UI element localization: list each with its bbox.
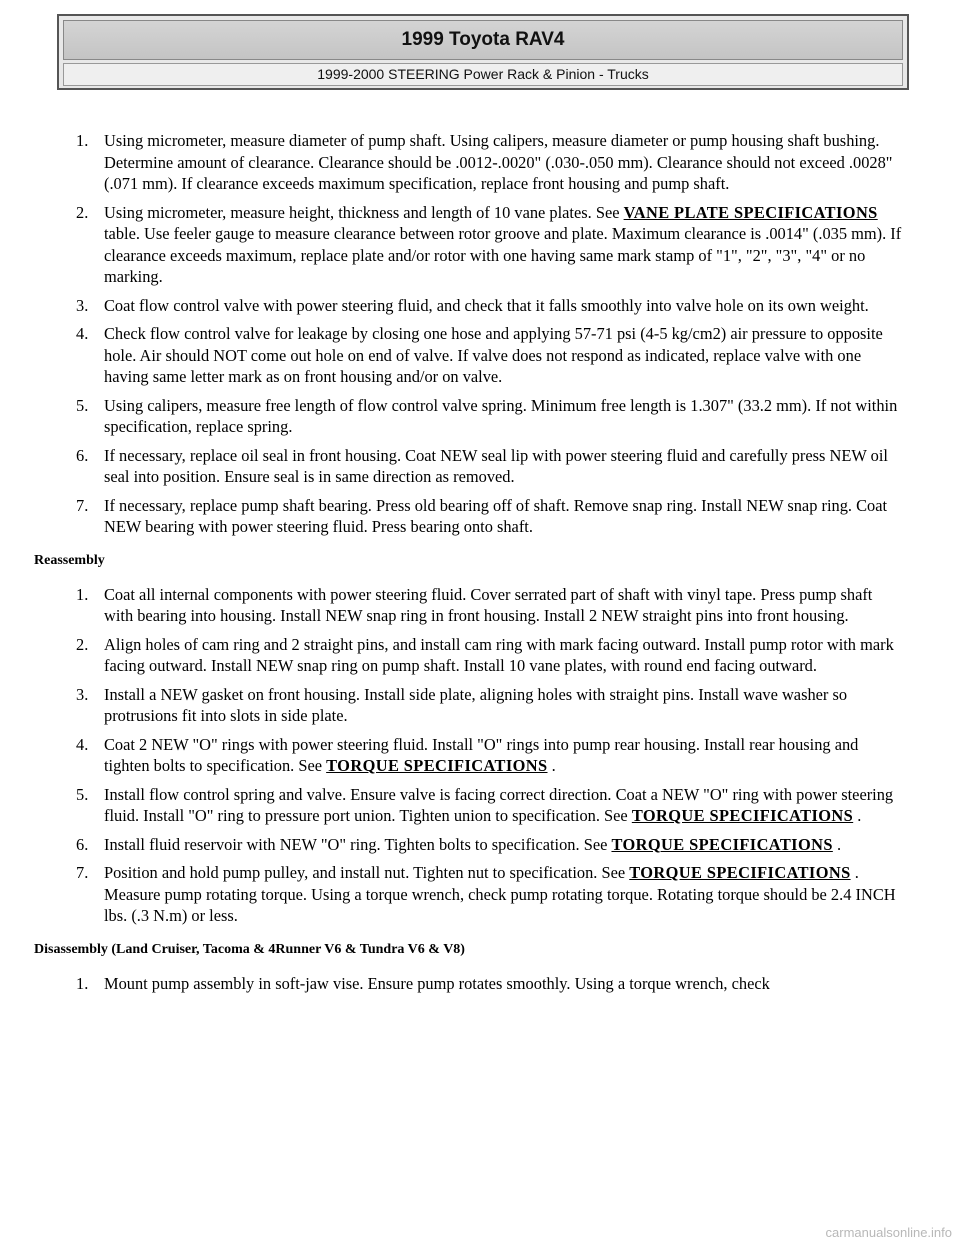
step-number: 3. <box>76 295 89 315</box>
step-number: 1. <box>76 131 89 150</box>
step-text: Coat 2 NEW "O" rings with power steering fluid. Install "O" rings into pump rear housing. Install rear housing and tighten bolts to specification. See <box>104 734 859 775</box>
step-text: Coat flow control valve with power steering fluid, and check that it falls smoothly into valve hole on its own weight. <box>104 295 869 315</box>
list-item <box>76 445 902 488</box>
list-item <box>76 862 902 927</box>
list-item <box>76 734 902 777</box>
reassembly-steps <box>0 584 902 927</box>
torque-specifications-link[interactable]: TORQUE SPECIFICATIONS <box>611 834 833 854</box>
step-text: Align holes of cam ring and 2 straight pins, and install cam ring with mark facing outward. Install pump rotor with mark facing outward. Install NEW snap ring on pump shaft. Install 10 vane plates, with round end facing outward. <box>104 634 894 675</box>
step-text: Position and hold pump pulley, and install nut. Tighten nut to specification. See <box>104 863 630 882</box>
list-item <box>76 323 902 388</box>
disassembly-heading: Disassembly (Land Cruiser, Tacoma & 4Runner V6 & Tundra V6 & V8) <box>34 941 465 957</box>
step-text: . <box>547 756 556 775</box>
step-number: 2. <box>76 202 89 222</box>
step-text: . Measure pump rotating torque. Using a torque wrench, check pump rotating torque. Rotating torque should be 2.4 INCH lbs. (.3 N.m) or less. <box>104 863 896 925</box>
step-number: 7. <box>76 495 89 515</box>
step-number: 1. <box>76 584 89 604</box>
step-text: Coat all internal components with power steering fluid. Cover serrated part of shaft with vinyl tape. Press pump shaft with bearing into housing. Install NEW snap ring in front housing. Install 2 NEW straight pins into front housing. <box>104 584 873 625</box>
step-number: 5. <box>76 784 89 804</box>
step-number: 7. <box>76 863 89 882</box>
list-item <box>76 834 902 856</box>
page-header <box>57 14 909 90</box>
reassembly-heading: Reassembly <box>34 552 105 568</box>
list-item <box>76 395 902 438</box>
step-number: 6. <box>76 445 89 465</box>
step-number: 3. <box>76 684 89 704</box>
document-subtitle: 1999-2000 STEERING Power Rack & Pinion - Trucks <box>63 63 903 86</box>
step-text: . <box>853 806 862 825</box>
step-text: . <box>832 834 842 854</box>
list-item <box>76 202 902 288</box>
list-item <box>76 295 902 317</box>
step-text: Install flow control spring and valve. Ensure valve is facing correct direction. Coat a NEW "O" ring with power steering fluid. Install "O" ring to pressure port union. Tighten union to specification. See <box>104 784 894 825</box>
step-number: 4. <box>76 324 89 343</box>
list-item <box>76 973 902 995</box>
step-text: Using micrometer, measure diameter of pump shaft. Using calipers, measure diameter or pump housing shaft bushing. Determine amount of clearance. Clearance should be .0012-.0020" (.030-.050 mm). Clearance should not exceed .0028" (.071 mm). If clearance exceeds maximum specification, replace front housing and pump shaft. <box>104 131 893 193</box>
step-text: Using micrometer, measure height, thickness and length of 10 vane plates. See <box>104 202 624 222</box>
step-number: 6. <box>76 834 89 854</box>
list-item <box>76 130 902 195</box>
step-text: If necessary, replace pump shaft bearing. Press old bearing off of shaft. Remove snap ring. Install NEW snap ring. Coat NEW bearing with power steering fluid. Press bearing onto shaft. <box>104 495 888 536</box>
document-title: 1999 Toyota RAV4 <box>63 20 903 60</box>
step-text: If necessary, replace oil seal in front housing. Coat NEW seal lip with power steering fluid and carefully press NEW oil seal into position. Ensure seal is in same direction as removed. <box>104 445 888 486</box>
step-text: table. Use feeler gauge to measure clearance between rotor groove and plate. Maximum clearance is .0014" (.035 mm). If clearance exceeds maximum, replace plate and/or rotor with one having same mark stamp of "1", "2", "3", "4" or no marking. <box>104 224 902 286</box>
step-number: 1. <box>76 973 89 993</box>
list-item <box>76 684 902 727</box>
step-text: Install a NEW gasket on front housing. Install side plate, aligning holes with straight pins. Install wave washer so protrusions fit into slots in side plate. <box>104 684 848 725</box>
step-number: 5. <box>76 395 89 415</box>
step-number: 2. <box>76 634 89 654</box>
list-item <box>76 495 902 538</box>
inspection-steps <box>0 130 902 538</box>
torque-specifications-link[interactable]: TORQUE SPECIFICATIONS <box>326 756 548 775</box>
list-item <box>76 634 902 677</box>
step-text: Install fluid reservoir with NEW "O" ring. Tighten bolts to specification. See <box>104 834 612 854</box>
disassembly-steps <box>0 973 902 995</box>
site-watermark: carmanualsonline.info <box>825 1225 952 1240</box>
page-content <box>0 130 960 1001</box>
step-number: 4. <box>76 734 89 754</box>
vane-plate-specifications-link[interactable]: VANE PLATE SPECIFICATIONS <box>623 202 878 222</box>
torque-specifications-link[interactable]: TORQUE SPECIFICATIONS <box>629 863 851 882</box>
list-item <box>76 584 902 627</box>
step-text: Mount pump assembly in soft-jaw vise. Ensure pump rotates smoothly. Using a torque wrench, check <box>104 973 770 993</box>
list-item <box>76 784 902 827</box>
step-text: Check flow control valve for leakage by closing one hose and applying 57-71 psi (4-5 kg/cm2) air pressure to opposite hole. Air should NOT come out hole on end of valve. If valve does not respond as indicated, replace valve with one having same letter mark as on front housing and/or on valve. <box>104 324 883 386</box>
step-text: Using calipers, measure free length of flow control valve spring. Minimum free length is 1.307" (33.2 mm). If not within specification, replace spring. <box>104 395 898 436</box>
torque-specifications-link[interactable]: TORQUE SPECIFICATIONS <box>631 806 854 825</box>
